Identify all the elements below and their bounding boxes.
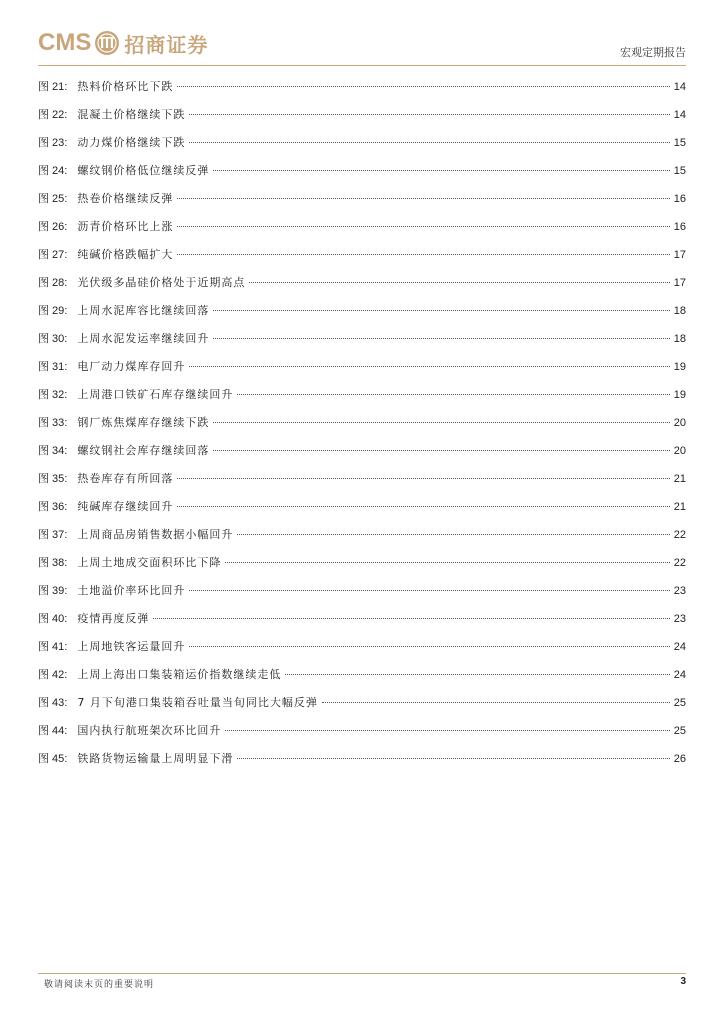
figure-title: 螺纹钢价格低位继续反弹 [77,164,210,177]
dot-leader [237,758,669,759]
figure-index-entry[interactable] [38,549,686,577]
figure-title: 纯碱库存继续回升 [77,500,174,513]
dot-leader [177,254,669,255]
figure-title: 热料价格环比下跌 [77,80,174,93]
dot-leader [213,170,669,171]
dot-leader [249,282,669,283]
figure-number: 图 32: [38,389,68,401]
figure-index-entry[interactable] [38,297,686,325]
figure-index-entry[interactable] [38,325,686,353]
figure-number: 图 45: [38,753,68,765]
dot-leader [189,114,669,115]
figure-index-entry[interactable] [38,129,686,157]
figure-page-number: 14 [673,109,686,121]
figure-page-number: 15 [673,137,686,149]
figure-index-entry[interactable] [38,493,686,521]
figure-title: 动力煤价格继续下跌 [77,136,186,149]
dot-leader [189,366,669,367]
figure-number: 图 30: [38,333,68,345]
dot-leader [237,394,669,395]
figure-title: 上周水泥发运率继续回升 [77,332,210,345]
logo-latin-text: CMS [38,29,92,56]
figure-title: 上周上海出口集装箱运价指数继续走低 [77,668,282,681]
figure-number: 图 21: [38,81,68,93]
figure-page-number: 20 [673,445,686,457]
figure-page-number: 25 [673,697,686,709]
dot-leader [213,310,669,311]
figure-page-number: 21 [673,501,686,513]
figure-title: 7 月下旬港口集装箱吞吐量当旬同比大幅反弹 [77,696,318,709]
figure-page-number: 17 [673,249,686,261]
figure-index-entry[interactable] [38,577,686,605]
figure-page-number: 25 [673,725,686,737]
dot-leader [177,86,669,87]
figure-page-number: 22 [673,557,686,569]
page-header [38,22,686,64]
page-number: 3 [680,976,686,987]
dot-leader [153,618,669,619]
figure-index-entry[interactable] [38,353,686,381]
figure-index-entry[interactable] [38,605,686,633]
figure-number: 图 36: [38,501,68,513]
figure-page-number: 21 [673,473,686,485]
figure-number: 图 40: [38,613,68,625]
figure-index-entry[interactable] [38,717,686,745]
figure-page-number: 17 [673,277,686,289]
figure-page-number: 24 [673,641,686,653]
dot-leader [189,142,669,143]
figure-title: 土地溢价率环比回升 [77,584,186,597]
figure-title: 上周港口铁矿石库存继续回升 [77,388,234,401]
dot-leader [189,590,669,591]
figure-index-list [38,73,686,773]
dot-leader [213,422,669,423]
figure-title: 沥青价格环比上涨 [77,220,174,233]
figure-index-entry[interactable] [38,101,686,129]
figure-index-entry[interactable] [38,381,686,409]
dot-leader [285,674,669,675]
figure-number: 图 43: [38,697,68,709]
figure-number: 图 24: [38,165,68,177]
figure-index-entry[interactable] [38,73,686,101]
dot-leader [177,226,669,227]
dot-leader [237,534,669,535]
dot-leader [225,562,669,563]
figure-number: 图 33: [38,417,68,429]
figure-page-number: 23 [673,613,686,625]
dot-leader [322,702,670,703]
figure-title: 上周商品房销售数据小幅回升 [77,528,234,541]
figure-title: 纯碱价格跌幅扩大 [77,248,174,261]
figure-title: 混凝土价格继续下跌 [77,108,186,121]
figure-index-entry[interactable] [38,409,686,437]
figure-page-number: 26 [673,753,686,765]
figure-title: 上周水泥库容比继续回落 [77,304,210,317]
figure-number: 图 26: [38,221,68,233]
figure-title: 钢厂炼焦煤库存继续下跌 [77,416,210,429]
figure-number: 图 41: [38,641,68,653]
dot-leader [177,506,669,507]
figure-title: 电厂动力煤库存回升 [77,360,186,373]
figure-number: 图 27: [38,249,68,261]
figure-title: 上周土地成交面积环比下降 [77,556,222,569]
figure-title: 螺纹钢社会库存继续回落 [77,444,210,457]
figure-number: 图 34: [38,445,68,457]
figure-number: 图 31: [38,361,68,373]
figure-index-entry[interactable] [38,157,686,185]
figure-index-entry[interactable] [38,213,686,241]
dot-leader [177,198,669,199]
footer-disclaimer: 敬请阅读末页的重要说明 [44,980,155,990]
dot-leader [225,730,669,731]
figure-number: 图 28: [38,277,68,289]
figure-page-number: 23 [673,585,686,597]
figure-number: 图 35: [38,473,68,485]
figure-index-entry[interactable] [38,185,686,213]
report-type-label: 宏观定期报告 [620,46,686,59]
figure-index-entry[interactable] [38,437,686,465]
figure-title: 铁路货物运输量上周明显下滑 [77,752,234,765]
figure-title: 热卷库存有所回落 [77,472,174,485]
figure-number: 图 37: [38,529,68,541]
footer-divider [38,973,686,974]
logo-emblem-icon [94,30,120,56]
figure-number: 图 38: [38,557,68,569]
figure-number: 图 29: [38,305,68,317]
figure-title: 上周地铁客运量回升 [77,640,186,653]
figure-index-entry[interactable] [38,661,686,689]
figure-page-number: 19 [673,361,686,373]
figure-number: 图 22: [38,109,68,121]
figure-index-entry[interactable] [38,269,686,297]
figure-index-entry[interactable] [38,633,686,661]
header-divider [38,65,686,66]
figure-page-number: 16 [673,221,686,233]
company-logo [38,28,208,58]
logo-chinese-text: 招商证券 [124,32,209,57]
figure-page-number: 18 [673,305,686,317]
figure-title: 疫情再度反弹 [77,612,150,625]
figure-index-entry[interactable] [38,745,686,773]
figure-number: 图 42: [38,669,68,681]
figure-page-number: 16 [673,193,686,205]
dot-leader [213,450,669,451]
figure-title: 热卷价格继续反弹 [77,192,174,205]
figure-number: 图 39: [38,585,68,597]
figure-page-number: 22 [673,529,686,541]
dot-leader [213,338,669,339]
figure-index-entry[interactable] [38,521,686,549]
figure-page-number: 24 [673,669,686,681]
figure-title: 光伏级多晶硅价格处于近期高点 [77,276,246,289]
figure-index-entry[interactable] [38,241,686,269]
figure-page-number: 15 [673,165,686,177]
figure-page-number: 14 [673,81,686,93]
dot-leader [189,646,669,647]
figure-page-number: 19 [673,389,686,401]
figure-index-entry[interactable] [38,465,686,493]
figure-number: 图 25: [38,193,68,205]
figure-number: 图 23: [38,137,68,149]
figure-page-number: 18 [673,333,686,345]
figure-number: 图 44: [38,725,68,737]
figure-index-entry[interactable] [38,689,686,717]
figure-page-number: 20 [673,417,686,429]
dot-leader [177,478,669,479]
figure-title: 国内执行航班架次环比回升 [77,724,222,737]
